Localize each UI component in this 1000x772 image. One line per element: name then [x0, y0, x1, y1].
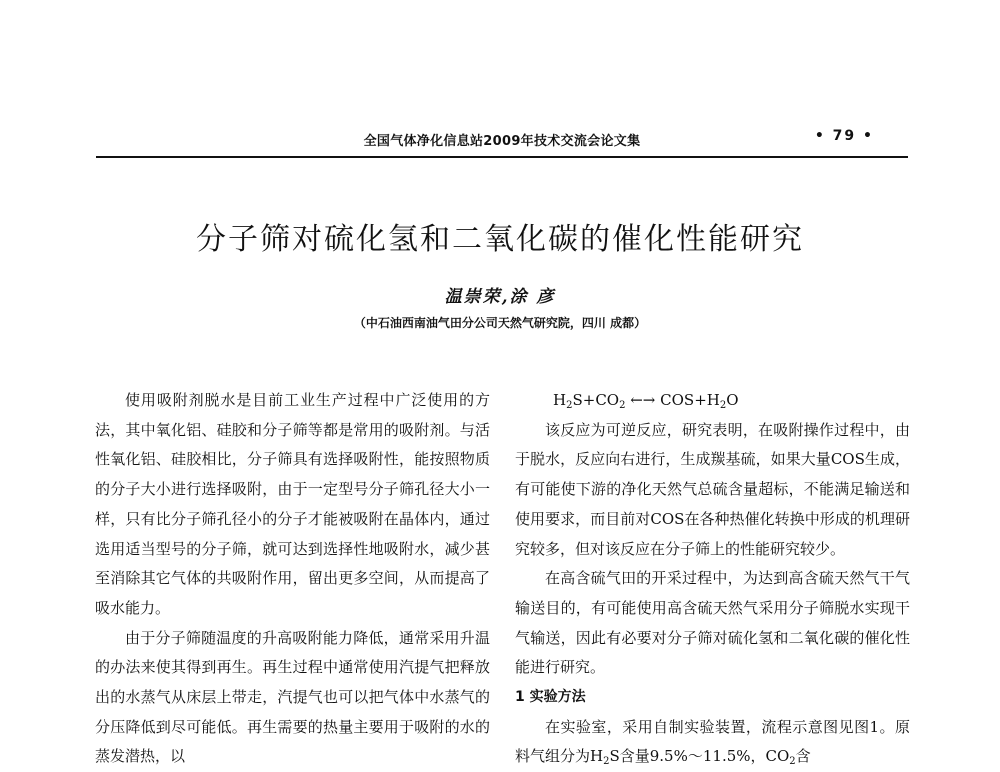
affiliation: （中石油西南油气田分公司天然气研究院，四川 成都）	[353, 316, 647, 330]
paragraph: 在高含硫气田的开采过程中，为达到高含硫天然气干气输送目的，有可能使用高含硫天然气采用分子筛脱水实现干气输送，因此有必要对分子筛对硫化氢和二氧化碳的催化性能进行研究。	[515, 569, 910, 677]
authors: 温崇荣,涂 彦	[444, 287, 556, 307]
journal-title: 全国气体净化信息站2009年技术交流会论文集	[363, 134, 641, 149]
paragraph: 该反应为可逆反应，研究表明，在吸附操作过程中，由于脱水，反应向右进行，生成羰基硫，如果大量COS生成，有可能使下游的净化天然气总硫含量超标，不能满足输送和使用要求，而目前对COS在各种热催化转换中形成的机理研究较多，但对该反应在分子筛上的性能研究较少。	[515, 420, 910, 558]
header-rule	[96, 156, 908, 158]
right-column	[515, 386, 910, 772]
paragraph: 使用吸附剂脱水是目前工业生产过程中广泛使用的方法，其中氧化铝、硅胶和分子筛等都是常用的吸附剂。与活性氧化铝、硅胶相比，分子筛具有选择吸附性，能按照物质的分子大小进行选择吸附，由于一定型号分子筛孔径大小一样，只有比分子筛孔径小的分子才能被吸附在晶体内，通过选用适当型号的分子筛，就可达到选择性地吸附水，减少甚至消除其它气体的共吸附作用，留出更多空间，从而提高了吸水能力。	[95, 391, 490, 617]
running-header	[96, 128, 908, 152]
paragraph: 在实验室，采用自制实验装置，流程示意图见图1。原料气组分为$H_2S$含量9.5%～11.5%，$CO_2$含	[515, 717, 910, 768]
section-heading: 1 实验方法	[515, 689, 586, 706]
left-column	[95, 386, 490, 772]
chemical-equation: $H_2S+CO_2$ ←→ $COS+H_2O$	[553, 391, 739, 411]
paragraph: 由于分子筛随温度的升高吸附能力降低，通常采用升温的办法来使其得到再生。再生过程中通常使用汽提气把释放出的水蒸气从床层上带走，汽提气也可以把气体中水蒸气的分压降低到尽可能低。再生需要的热量主要用于吸附的水的蒸发潜热，以	[95, 628, 490, 766]
paper-title: 分子筛对硫化氢和二氧化碳的催化性能研究	[196, 222, 804, 257]
page-number: • 79 •	[814, 128, 874, 144]
